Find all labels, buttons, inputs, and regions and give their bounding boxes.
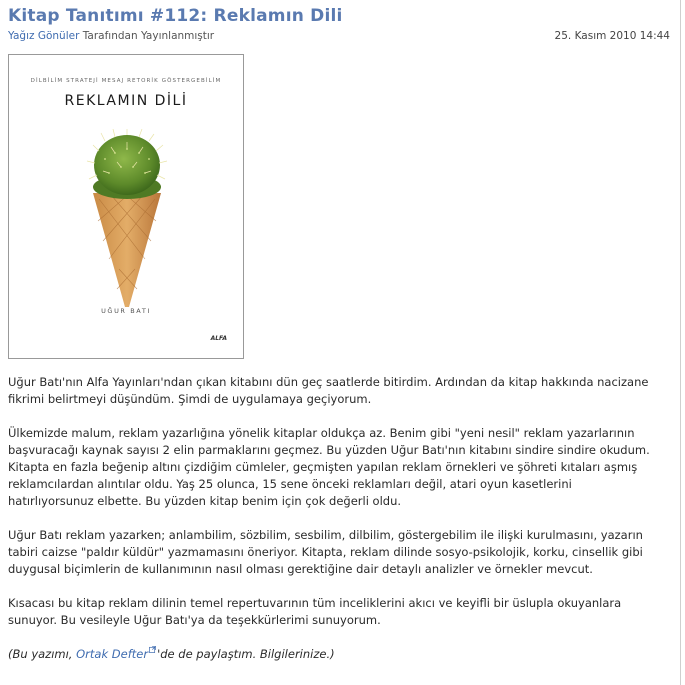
cover-tagline: DİLBİLİM STRATEJİ MESAJ RETORİK GÖSTERGEBİLİM: [30, 78, 222, 84]
body-paragraph: Uğur Batı'nın Alfa Yayınları'ndan çıkan kitabını dün geç saatlerde bitirdim. Ardından da kitap hakkında nacizane fikrimi belirtmeyi düşündüm. Şimdi de uygulamaya geçiyorum.: [8, 375, 649, 406]
share-note-suffix: 'de de paylaştım. Bilgilerinize.): [157, 647, 335, 661]
body-paragraph: Kısacası bu kitap reklam dilinin temel repertuvarının tüm inceliklerini akıcı ve keyifli bir üslupla okuyanlara sunuyor. Bu vesileyle Uğur Batı'ya da teşekkürlerimi sunuyorum.: [8, 596, 622, 627]
cover-publisher-logo: ALFA: [210, 335, 227, 342]
body-paragraph: Ülkemizde malum, reklam yazarlığına yönelik kitaplar oldukça az. Benim gibi "yeni nesil" reklam yazarlarının başvuracağı kaynak sayısı 2 elin parmaklarını geçmez. Bu yüzden Uğur Batı'nın kitabını sindire sindire okudum. Kitapta en fazla beğenip altını çizdiğim cümleler, geçmişten yapılan reklam örnekleri ve şöhreti kıtaları aşmış reklamcılardan alıntılar oldu. Yaş 25 olunca, 15 sene önceki reklamları değil, atari oyun kasetlerini hatırlıyorsunuz elbette. Bu yüzden kitap benim için çok değerli oldu.: [8, 426, 650, 508]
book-cover-image[interactable]: [8, 54, 244, 359]
cactus-cone-illustration: [85, 129, 169, 309]
share-note: [8, 646, 658, 663]
cover-title: REKLAMIN DİLİ: [64, 93, 188, 109]
blog-post: [8, 6, 670, 661]
post-title[interactable]: Kitap Tanıtımı #112: Reklamın Dili: [8, 6, 343, 26]
ortak-defter-link[interactable]: Ortak Defter: [76, 647, 149, 661]
body-paragraph: Uğur Batı reklam yazarken; anlambilim, sözbilim, sesbilim, dilbilim, göstergebilim ile ilişki kurulmasını, yazarın tabiri caizse "paldır küldür" yazmamasını öneriyor. Kitapta, reklam dilinde sosyo-psikolojik, korku, cinsellik gibi duygusal biçimlerin de kullanımının nasıl olması gerektiğine dair detaylı analizler ve örnekler mevcut.: [8, 528, 643, 576]
post-meta: [8, 28, 670, 44]
post-date: 25. Kasım 2010 14:44: [554, 30, 670, 42]
author-link[interactable]: Yağız Gönüler: [8, 30, 80, 42]
content-right-border: [680, 0, 681, 685]
cover-author: UĞUR BATI: [101, 307, 151, 315]
external-link-icon[interactable]: [149, 646, 156, 653]
share-note-prefix: (Bu yazımı,: [8, 647, 77, 661]
post-body: [8, 374, 658, 680]
byline-suffix: Tarafından Yayınlanmıştır: [79, 30, 215, 42]
